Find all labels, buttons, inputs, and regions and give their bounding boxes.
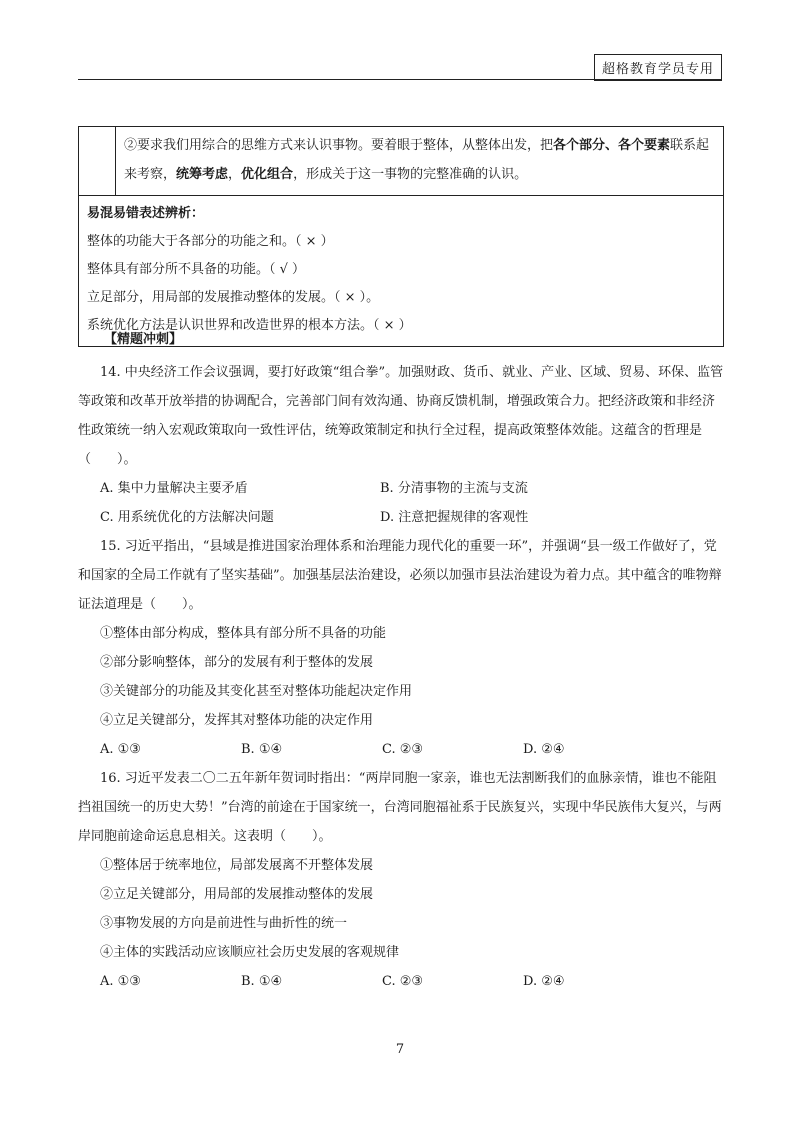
- section-title: 【精题冲刺】: [104, 332, 183, 347]
- confusion-title: 易混易错表述辨析：: [87, 206, 205, 221]
- answer-option[interactable]: D. ②④: [523, 974, 565, 989]
- header-badge: 超格教育学员专用: [594, 54, 722, 81]
- statement-item: ③事物发展的方向是前进性与曲折性的统一: [100, 916, 348, 931]
- body-text: ，: [228, 167, 242, 182]
- page-number: 7: [395, 1042, 405, 1057]
- header-rule: [78, 79, 722, 80]
- answer-option[interactable]: A. 集中力量解决主要矛盾: [100, 481, 248, 496]
- table-left-cell: [79, 127, 116, 195]
- confusion-section: [79, 196, 723, 346]
- answer-option[interactable]: B. ①④: [241, 742, 283, 757]
- table-row: [79, 127, 723, 196]
- statement-item: ①整体居于统率地位，局部发展离不开整体发展: [100, 858, 374, 873]
- confusion-item: 系统优化方法是认识世界和改造世界的根本方法。（ × ）: [87, 318, 412, 333]
- question-list: [78, 358, 724, 996]
- statement-item: ④立足关键部分，发挥其对整体功能的决定作用: [100, 713, 374, 728]
- answer-options: [100, 967, 724, 996]
- answer-option[interactable]: B. 分清事物的主流与支流: [380, 481, 528, 496]
- answer-option[interactable]: A. ①③: [100, 742, 141, 757]
- statement-item: ③关键部分的功能及其变化甚至对整体功能起决定作用: [100, 684, 413, 699]
- question-block: [78, 764, 724, 996]
- emphasis-text: 各个部分、各个要素: [553, 138, 671, 153]
- question-stem: 16. 习近平发表二〇二五年新年贺词时指出：“两岸同胞一家亲，谁也无法割断我们的血脉亲情，谁也不能阻挡祖国统一的历史大势！”台湾的前途在于国家统一，台湾同胞福祉系于民族复兴，实现中华民族伟大复兴，与两岸同胞前途命运息息相关。这表明（ ）。: [78, 771, 722, 844]
- body-text: ，形成关于这一事物的完整准确的认识。: [293, 167, 528, 182]
- answer-option[interactable]: C. ②③: [382, 974, 424, 989]
- statement-item: ④主体的实践活动应该顺应社会历史发展的客观规律: [100, 945, 400, 960]
- confusion-item: 整体的功能大于各部分的功能之和。（ × ）: [87, 234, 334, 249]
- question-block: [78, 358, 724, 532]
- question-stem: 15. 习近平指出，“县域是推进国家治理体系和治理能力现代化的重要一环”，并强调“县一级工作做好了，党和国家的全局工作就有了坚实基础”。加强基层法治建设，必须以加强市县法治建设为着力点。其中蕴含的唯物辩证法道理是（ ）。: [78, 539, 722, 612]
- confusion-item: 整体具有部分所不具备的功能。（ √ ）: [87, 262, 306, 277]
- emphasis-text: 统筹考虑: [176, 167, 229, 182]
- body-text: 联系起来考察，: [124, 138, 710, 182]
- answer-option[interactable]: D. 注意把握规律的客观性: [380, 510, 529, 525]
- table-content-cell: [116, 127, 723, 195]
- confusion-item: 立足部分，用局部的发展推动整体的发展。（ × ）。: [87, 290, 380, 305]
- confusion-list: [87, 228, 715, 340]
- answer-options: [100, 735, 724, 764]
- statement-item: ②立足关键部分，用局部的发展推动整体的发展: [100, 887, 374, 902]
- question-stem: 14. 中央经济工作会议强调，要打好政策“组合拳”。加强财政、货币、就业、产业、区域、贸易、环保、监管等政策和改革开放举措的协调配合，完善部门间有效沟通、协商反馈机制，增强政策合力。把经济政策和非经济性政策统一纳入宏观政策取向一致性评估，统筹政策制定和执行全过程，提高政策整体效能。这蕴含的哲理是（ ）。: [78, 365, 724, 467]
- answer-option[interactable]: A. ①③: [100, 974, 141, 989]
- body-text: ②要求我们用综合的思维方式来认识事物。要着眼于整体，从整体出发，把: [124, 138, 554, 153]
- answer-option[interactable]: C. ②③: [382, 742, 424, 757]
- question-block: [78, 532, 724, 764]
- statement-item: ②部分影响整体，部分的发展有利于整体的发展: [100, 655, 374, 670]
- emphasis-text: 优化组合: [241, 167, 294, 182]
- answer-option[interactable]: C. 用系统优化的方法解决问题: [100, 510, 274, 525]
- knowledge-table: [78, 126, 724, 347]
- statement-item: ①整体由部分构成，整体具有部分所不具备的功能: [100, 626, 387, 641]
- answer-options: [100, 474, 724, 532]
- questions-area: [78, 330, 724, 996]
- answer-option[interactable]: D. ②④: [523, 742, 565, 757]
- answer-option[interactable]: B. ①④: [241, 974, 283, 989]
